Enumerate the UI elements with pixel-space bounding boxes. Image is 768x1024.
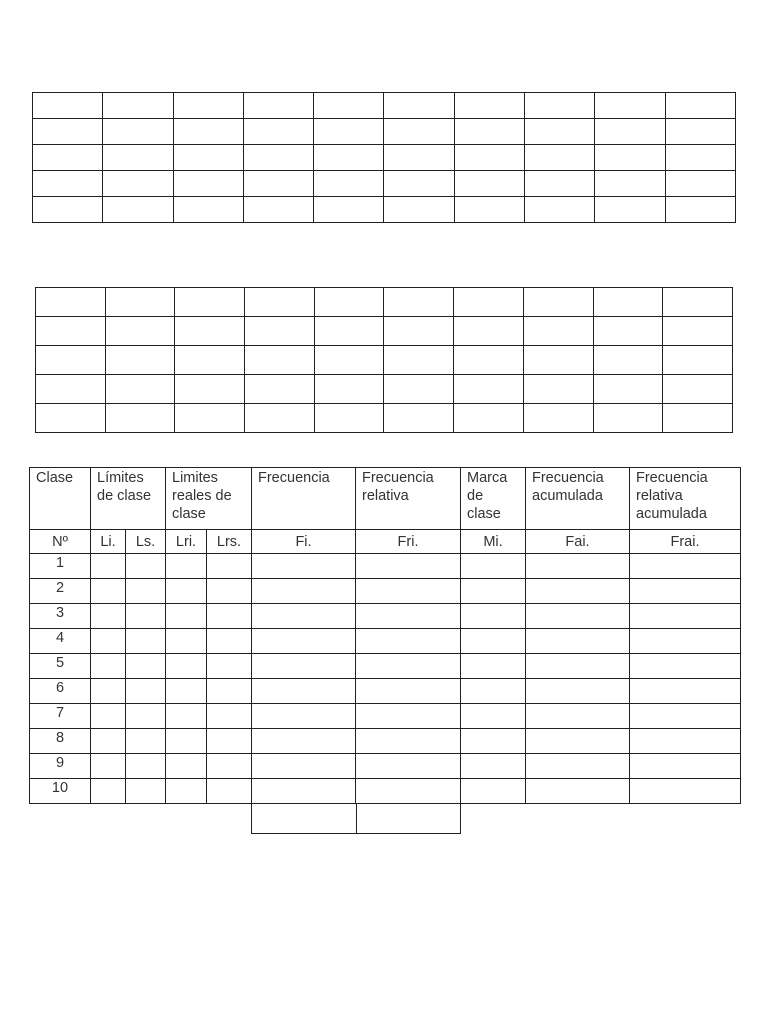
grid-cell[interactable] — [243, 145, 313, 171]
grid-cell[interactable] — [384, 93, 454, 119]
table-cell[interactable] — [207, 729, 252, 754]
grid-cell[interactable] — [525, 197, 595, 223]
grid-cell[interactable] — [593, 346, 663, 375]
table-cell[interactable] — [630, 554, 741, 579]
table-cell[interactable] — [91, 629, 126, 654]
grid-cell[interactable] — [595, 145, 665, 171]
table-cell[interactable] — [207, 579, 252, 604]
header-limites-reales: Limites reales de clase — [166, 468, 252, 530]
grid-cell[interactable] — [525, 119, 595, 145]
header-frecuencia: Frecuencia — [252, 468, 356, 530]
table-cell[interactable] — [356, 704, 461, 729]
table-cell[interactable] — [356, 654, 461, 679]
grid-cell[interactable] — [593, 288, 663, 317]
grid-cell[interactable] — [523, 375, 593, 404]
header-limites-clase: Límites de clase — [91, 468, 166, 530]
blank-grid-2 — [35, 287, 733, 433]
grid-cell[interactable] — [523, 288, 593, 317]
table-cell[interactable] — [526, 679, 630, 704]
table-cell[interactable] — [91, 679, 126, 704]
table-cell[interactable] — [252, 629, 356, 654]
grid-cell[interactable] — [523, 346, 593, 375]
table-cell[interactable] — [630, 679, 741, 704]
grid-cell[interactable] — [103, 119, 173, 145]
grid-cell[interactable] — [314, 317, 384, 346]
subheader-cell: Li. — [91, 530, 126, 554]
table-row — [30, 704, 741, 729]
header-marca-clase: Marca de clase — [461, 468, 526, 530]
grid-row — [36, 375, 733, 404]
class-number: 4 — [30, 629, 91, 654]
table-cell[interactable] — [126, 704, 166, 729]
table-cell[interactable] — [207, 554, 252, 579]
table-cell[interactable] — [166, 629, 207, 654]
subheader-cell: Frai. — [630, 530, 741, 554]
grid-cell[interactable] — [105, 317, 175, 346]
header-frecuencia-relativa: Frecuencia relativa — [356, 468, 461, 530]
class-number: 7 — [30, 704, 91, 729]
grid-cell[interactable] — [103, 197, 173, 223]
subheader-cell: Ls. — [126, 530, 166, 554]
grid-cell[interactable] — [384, 375, 454, 404]
grid-cell[interactable] — [175, 317, 245, 346]
grid-cell[interactable] — [36, 346, 106, 375]
table-cell[interactable] — [356, 604, 461, 629]
table-cell[interactable] — [526, 604, 630, 629]
grid-cell[interactable] — [665, 119, 735, 145]
grid-cell[interactable] — [33, 93, 103, 119]
table-row — [30, 629, 741, 654]
grid-cell[interactable] — [384, 404, 454, 433]
table-cell[interactable] — [630, 729, 741, 754]
grid-cell[interactable] — [245, 375, 315, 404]
table-cell[interactable] — [356, 579, 461, 604]
grid-cell[interactable] — [314, 197, 384, 223]
table-cell[interactable] — [166, 554, 207, 579]
table-cell[interactable] — [252, 754, 356, 779]
table-cell[interactable] — [207, 679, 252, 704]
class-number: 1 — [30, 554, 91, 579]
grid-cell[interactable] — [243, 171, 313, 197]
grid-cell[interactable] — [454, 145, 524, 171]
table-cell[interactable] — [461, 729, 526, 754]
grid-cell[interactable] — [454, 119, 524, 145]
table-cell[interactable] — [91, 779, 126, 804]
frequency-table — [29, 467, 741, 804]
table-cell[interactable] — [461, 704, 526, 729]
table-cell[interactable] — [126, 629, 166, 654]
table-cell[interactable] — [166, 729, 207, 754]
table-cell[interactable] — [526, 629, 630, 654]
grid-cell[interactable] — [175, 375, 245, 404]
grid-cell[interactable] — [523, 317, 593, 346]
table-cell[interactable] — [166, 604, 207, 629]
table-cell[interactable] — [207, 629, 252, 654]
header-frecuencia-relativa-acumulada: Frecuencia relativa acumulada — [630, 468, 741, 530]
table-cell[interactable] — [126, 554, 166, 579]
grid-cell[interactable] — [665, 197, 735, 223]
grid-cell[interactable] — [173, 171, 243, 197]
class-number: 9 — [30, 754, 91, 779]
subheader-cell: Mi. — [461, 530, 526, 554]
grid-cell[interactable] — [454, 375, 524, 404]
grid-cell[interactable] — [454, 171, 524, 197]
subheader-cell: Fai. — [526, 530, 630, 554]
grid-cell[interactable] — [593, 317, 663, 346]
grid-cell[interactable] — [454, 404, 524, 433]
table-cell[interactable] — [630, 629, 741, 654]
grid-cell[interactable] — [663, 317, 733, 346]
grid-cell[interactable] — [173, 197, 243, 223]
grid-cell[interactable] — [384, 346, 454, 375]
grid-cell[interactable] — [33, 171, 103, 197]
grid-cell[interactable] — [314, 288, 384, 317]
grid-cell[interactable] — [384, 317, 454, 346]
grid-cell[interactable] — [245, 288, 315, 317]
grid-cell[interactable] — [384, 288, 454, 317]
grid-cell[interactable] — [454, 197, 524, 223]
grid-cell[interactable] — [663, 346, 733, 375]
grid-cell[interactable] — [595, 197, 665, 223]
grid-row — [33, 197, 736, 223]
table-row — [30, 554, 741, 579]
grid-cell[interactable] — [665, 93, 735, 119]
table-cell[interactable] — [126, 579, 166, 604]
table-cell[interactable] — [461, 679, 526, 704]
table-cell[interactable] — [126, 729, 166, 754]
header-frecuencia-acumulada: Frecuencia acumulada — [526, 468, 630, 530]
grid-cell[interactable] — [314, 404, 384, 433]
grid-cell[interactable] — [105, 346, 175, 375]
table-cell[interactable] — [91, 579, 126, 604]
table-cell[interactable] — [356, 754, 461, 779]
grid-row — [36, 288, 733, 317]
table-cell[interactable] — [461, 604, 526, 629]
table-cell[interactable] — [461, 754, 526, 779]
table-cell[interactable] — [207, 704, 252, 729]
subheader-cell: Fri. — [356, 530, 461, 554]
table-cell[interactable] — [461, 654, 526, 679]
total-frecuencia-cell[interactable] — [252, 803, 357, 834]
grid-cell[interactable] — [103, 93, 173, 119]
table-cell[interactable] — [356, 629, 461, 654]
subheader-cell: Lri. — [166, 530, 207, 554]
table-cell[interactable] — [526, 779, 630, 804]
grid-cell[interactable] — [243, 93, 313, 119]
table-cell[interactable] — [91, 604, 126, 629]
table-cell[interactable] — [207, 779, 252, 804]
table-cell[interactable] — [630, 779, 741, 804]
grid-cell[interactable] — [173, 119, 243, 145]
class-number: 10 — [30, 779, 91, 804]
grid-cell[interactable] — [663, 288, 733, 317]
grid-cell[interactable] — [173, 145, 243, 171]
table-cell[interactable] — [356, 779, 461, 804]
class-number: 3 — [30, 604, 91, 629]
table-cell[interactable] — [252, 679, 356, 704]
table-cell[interactable] — [630, 754, 741, 779]
table-cell[interactable] — [526, 704, 630, 729]
totals-table — [251, 803, 461, 834]
table-cell[interactable] — [207, 754, 252, 779]
grid-cell[interactable] — [665, 171, 735, 197]
blank-grid-1 — [32, 92, 736, 223]
table-cell[interactable] — [252, 779, 356, 804]
header-row — [30, 468, 741, 530]
table-cell[interactable] — [126, 754, 166, 779]
table-cell[interactable] — [252, 579, 356, 604]
table-row — [30, 779, 741, 804]
grid-cell[interactable] — [103, 171, 173, 197]
table-cell[interactable] — [207, 654, 252, 679]
grid-cell[interactable] — [36, 375, 106, 404]
grid-cell[interactable] — [314, 171, 384, 197]
table-cell[interactable] — [461, 579, 526, 604]
table-cell[interactable] — [126, 604, 166, 629]
grid-cell[interactable] — [314, 93, 384, 119]
grid-cell[interactable] — [663, 404, 733, 433]
grid-cell[interactable] — [105, 375, 175, 404]
class-number: 2 — [30, 579, 91, 604]
class-number: 5 — [30, 654, 91, 679]
table-cell[interactable] — [166, 679, 207, 704]
grid-cell[interactable] — [105, 288, 175, 317]
table-cell[interactable] — [356, 729, 461, 754]
table-cell[interactable] — [91, 754, 126, 779]
table-row — [30, 679, 741, 704]
grid-cell[interactable] — [175, 288, 245, 317]
grid-cell[interactable] — [105, 404, 175, 433]
grid-cell[interactable] — [454, 93, 524, 119]
table-cell[interactable] — [166, 654, 207, 679]
grid-cell[interactable] — [175, 346, 245, 375]
totals-row — [252, 803, 461, 834]
grid-cell[interactable] — [384, 171, 454, 197]
class-number: 8 — [30, 729, 91, 754]
table-cell[interactable] — [526, 654, 630, 679]
subheader-cell: Fi. — [252, 530, 356, 554]
table-cell[interactable] — [356, 554, 461, 579]
total-frecuencia-relativa-cell[interactable] — [356, 803, 461, 834]
table-cell[interactable] — [630, 604, 741, 629]
grid-cell[interactable] — [173, 93, 243, 119]
grid-cell[interactable] — [525, 171, 595, 197]
table-cell[interactable] — [126, 679, 166, 704]
grid-cell[interactable] — [314, 119, 384, 145]
grid-cell[interactable] — [593, 404, 663, 433]
table-cell[interactable] — [526, 554, 630, 579]
grid-cell[interactable] — [245, 317, 315, 346]
table-cell[interactable] — [91, 654, 126, 679]
table-cell[interactable] — [630, 579, 741, 604]
table-cell[interactable] — [526, 729, 630, 754]
grid-cell[interactable] — [33, 197, 103, 223]
table-cell[interactable] — [252, 604, 356, 629]
grid-cell[interactable] — [523, 404, 593, 433]
grid-cell[interactable] — [665, 145, 735, 171]
table-row — [30, 754, 741, 779]
table-row — [30, 654, 741, 679]
table-row — [30, 729, 741, 754]
table-cell[interactable] — [126, 779, 166, 804]
grid-cell[interactable] — [454, 288, 524, 317]
grid-cell[interactable] — [454, 317, 524, 346]
grid-cell[interactable] — [243, 119, 313, 145]
grid-row — [36, 317, 733, 346]
table-cell[interactable] — [166, 579, 207, 604]
grid-row — [36, 404, 733, 433]
table-row — [30, 604, 741, 629]
grid-cell[interactable] — [595, 93, 665, 119]
grid-row — [36, 346, 733, 375]
table-cell[interactable] — [461, 779, 526, 804]
grid-row — [33, 145, 736, 171]
table-cell[interactable] — [252, 654, 356, 679]
grid-cell[interactable] — [245, 404, 315, 433]
table-cell[interactable] — [526, 754, 630, 779]
table-cell[interactable] — [356, 679, 461, 704]
grid-cell[interactable] — [36, 317, 106, 346]
table-cell[interactable] — [166, 779, 207, 804]
grid-cell[interactable] — [595, 171, 665, 197]
grid-cell[interactable] — [243, 197, 313, 223]
table-cell[interactable] — [126, 654, 166, 679]
grid-cell[interactable] — [175, 404, 245, 433]
grid-cell[interactable] — [454, 346, 524, 375]
grid-cell[interactable] — [384, 145, 454, 171]
grid-cell[interactable] — [384, 119, 454, 145]
grid-row — [33, 93, 736, 119]
table-cell[interactable] — [461, 629, 526, 654]
header-clase: Clase — [30, 468, 91, 530]
subheader-cell: Nº — [30, 530, 91, 554]
table-cell[interactable] — [91, 704, 126, 729]
table-cell[interactable] — [207, 604, 252, 629]
subheader-row — [30, 530, 741, 554]
class-number: 6 — [30, 679, 91, 704]
grid-cell[interactable] — [525, 93, 595, 119]
table-cell[interactable] — [526, 579, 630, 604]
table-cell[interactable] — [252, 704, 356, 729]
grid-row — [33, 171, 736, 197]
grid-cell[interactable] — [36, 404, 106, 433]
grid-cell[interactable] — [314, 375, 384, 404]
table-row — [30, 579, 741, 604]
grid-cell[interactable] — [103, 145, 173, 171]
grid-cell[interactable] — [593, 375, 663, 404]
grid-cell[interactable] — [595, 119, 665, 145]
table-cell[interactable] — [252, 729, 356, 754]
grid-cell[interactable] — [663, 375, 733, 404]
grid-cell[interactable] — [314, 346, 384, 375]
table-cell[interactable] — [461, 554, 526, 579]
subheader-cell: Lrs. — [207, 530, 252, 554]
grid-row — [33, 119, 736, 145]
grid-cell[interactable] — [36, 288, 106, 317]
grid-cell[interactable] — [245, 346, 315, 375]
table-cell[interactable] — [166, 704, 207, 729]
grid-cell[interactable] — [525, 145, 595, 171]
grid-cell[interactable] — [384, 197, 454, 223]
table-cell[interactable] — [630, 654, 741, 679]
table-cell[interactable] — [91, 554, 126, 579]
table-cell[interactable] — [630, 704, 741, 729]
grid-cell[interactable] — [33, 119, 103, 145]
grid-cell[interactable] — [33, 145, 103, 171]
table-cell[interactable] — [166, 754, 207, 779]
table-cell[interactable] — [91, 729, 126, 754]
table-cell[interactable] — [252, 554, 356, 579]
grid-cell[interactable] — [314, 145, 384, 171]
